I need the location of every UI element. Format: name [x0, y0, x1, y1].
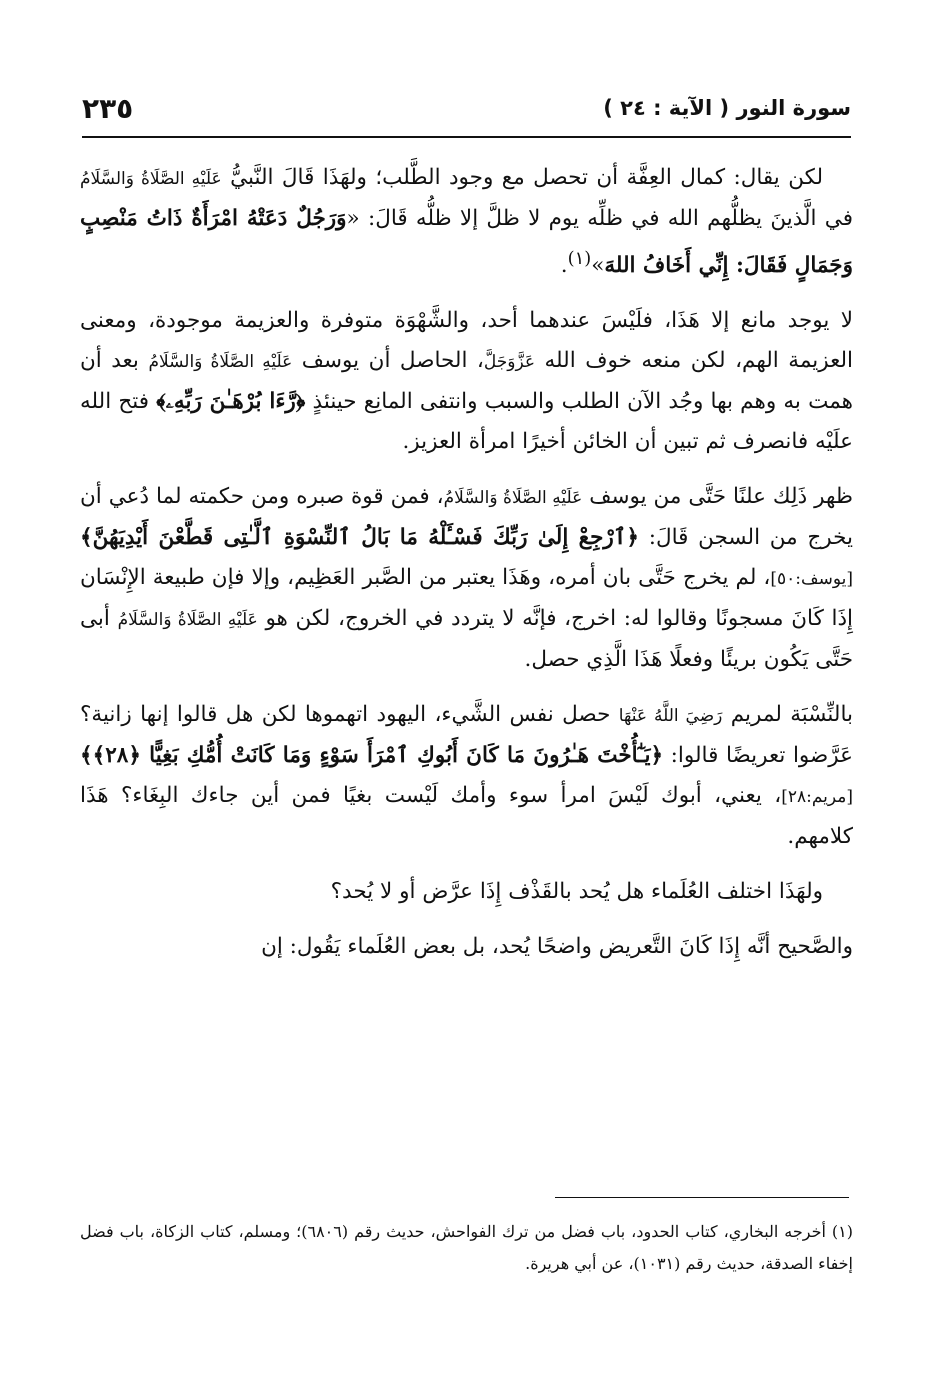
paragraph-2	[80, 301, 853, 462]
text: .	[560, 253, 568, 279]
text: لا يوجد مانع إلا هَذَا، فلَيْسَ عندهما أحد، والشَّهْوَة متوفرة والعزيمة موجودة، ومعنى العزيمة الهم، لكن منعه خوف الله	[80, 308, 853, 374]
verse-reference: [مريم:٢٨]	[781, 787, 853, 808]
footnote-ref: (١)	[567, 248, 592, 269]
footnotes	[80, 1216, 853, 1280]
quran-verse: ﴿رَّءَا بُرْهَـٰنَ رَبِّهِۦ﴾	[156, 389, 306, 415]
surah-title: سورة النور ( الآية : ٢٤ )	[603, 96, 851, 120]
text: لكن يقال: كمال العِفَّة أن تحصل مع وجود الطَّلب؛ ولهَذَا قَالَ النَّبيُّ	[230, 165, 824, 190]
honorific: عَزَّوَجَلَّ	[483, 352, 535, 373]
quran-verse: ﴿يَـٰٓأُخْتَ هَـٰرُونَ مَا كَانَ أَبُوكِ ٱمْرَأَ سَوْءٍ وَمَا كَانَتْ أُمُّكِ بَغِيًّا ﴿٢٨﴾﴾	[80, 743, 664, 769]
quran-verse: ﴿ٱرْجِعْ إِلَىٰ رَبِّكَ فَسْـَٔلْهُ مَا بَالُ ٱلنِّسْوَةِ ٱلَّـٰتِى قَطَّعْنَ أَيْدِيَهُنَّ﴾	[80, 525, 639, 551]
text: بعد أن همت به وهم بها وجُد الآن الطلب والسبب وانتفى المانِع حينئذٍ	[80, 348, 853, 415]
honorific: عَلَيْهِ الصَّلَاةُ وَالسَّلَامُ	[148, 352, 293, 373]
text: في الَّذينَ يظلُّهم الله في ظلِّه يوم لا ظلَّ إلا ظلُّه قَالَ: «	[346, 206, 853, 231]
paragraph-4	[80, 695, 853, 857]
honorific: عَلَيْهِ الصَّلَاةُ وَالسَّلَامُ	[80, 169, 222, 189]
paragraph-6	[80, 927, 853, 967]
page-body	[80, 158, 853, 982]
text: ، الحاصل أن يوسف	[301, 348, 484, 374]
header-rule	[82, 136, 851, 138]
text: أبى حَتَّى يَكُون بريئًا وفعلًا هَذَا الَّذِي حصل.	[80, 606, 853, 673]
text: ظهر ذَلِك علنًا حَتَّى من يوسف	[589, 484, 853, 510]
verse-reference: [يوسف:٥٠]	[770, 569, 853, 590]
footnote-1: (١) أخرجه البخاري، كتاب الحدود، باب فضل من ترك الفواحش، حديث رقم (٦٨٠٦)؛ ومسلم، كتاب الزكاة، باب فضل إخفاء الصدقة، حديث رقم (١٠٣١)، عن أبي هريرة.	[80, 1222, 853, 1273]
text: والصَّحيح أنَّه إِذَا كَانَ التَّعريض واضحًا يُحد، بل بعض العُلَماء يَقُول: إن	[261, 934, 853, 960]
text: ولهَذَا اختلف العُلَماء هل يُحد بالقَذْف إِذَا عرَّض أو لا يُحد؟	[330, 879, 823, 905]
text: ، لم يخرج حَتَّى بان أمره، وهَذَا يعتبر من الصَّبر العَظِيم، وإلا فإن طبيعة الإِنْسَان إِذَا كَانَ مسجونًا وقالوا له: اخرج، فإنَّه لا يتردد في الخروج، لكن هو	[80, 565, 853, 632]
text: بالنِّسْبَة لمريم	[730, 702, 853, 728]
hadith-quote: وَرَجُلٌ دَعَتْهُ امْرَأَةٌ ذَاتُ مَنْصِبٍ وَجَمَالٍ فَقَالَ: إِنِّي أَخَافُ اللهَ	[80, 206, 853, 279]
text: حصل نفس الشَّيء، اليهود اتهموها لكن هل قالوا إنها زانية؟ عَرَّضوا تعريضًا قالوا:	[80, 702, 853, 769]
footnote-rule	[555, 1197, 849, 1198]
text: ، فمن قوة صبره ومن حكمته لما دُعي أن يخرج من السجن قَالَ:	[80, 484, 853, 551]
text: فتح الله علَيْه فانصرف ثم تبين أن الخائن أخيرًا امرأة العزيز.	[80, 389, 853, 455]
honorific: عَلَيْهِ الصَّلَاةُ وَالسَّلَامُ	[443, 488, 583, 509]
paragraph-5	[80, 872, 853, 912]
text: »	[591, 253, 605, 279]
paragraph-3	[80, 477, 853, 680]
text: ، يعني، أبوك لَيْسَ امرأ سوء وأمك لَيْست بغيًا فمن أين جاءك البِغَاء؟ هَذَا كلامهم.	[80, 783, 853, 850]
honorific: رَضِيَ اللَّهُ عَنْهَا	[618, 706, 723, 727]
honorific: عَلَيْهِ الصَّلَاةُ وَالسَّلَامُ	[117, 610, 258, 631]
paragraph-1	[80, 158, 853, 286]
page-number: ٢٣٥	[82, 92, 134, 125]
